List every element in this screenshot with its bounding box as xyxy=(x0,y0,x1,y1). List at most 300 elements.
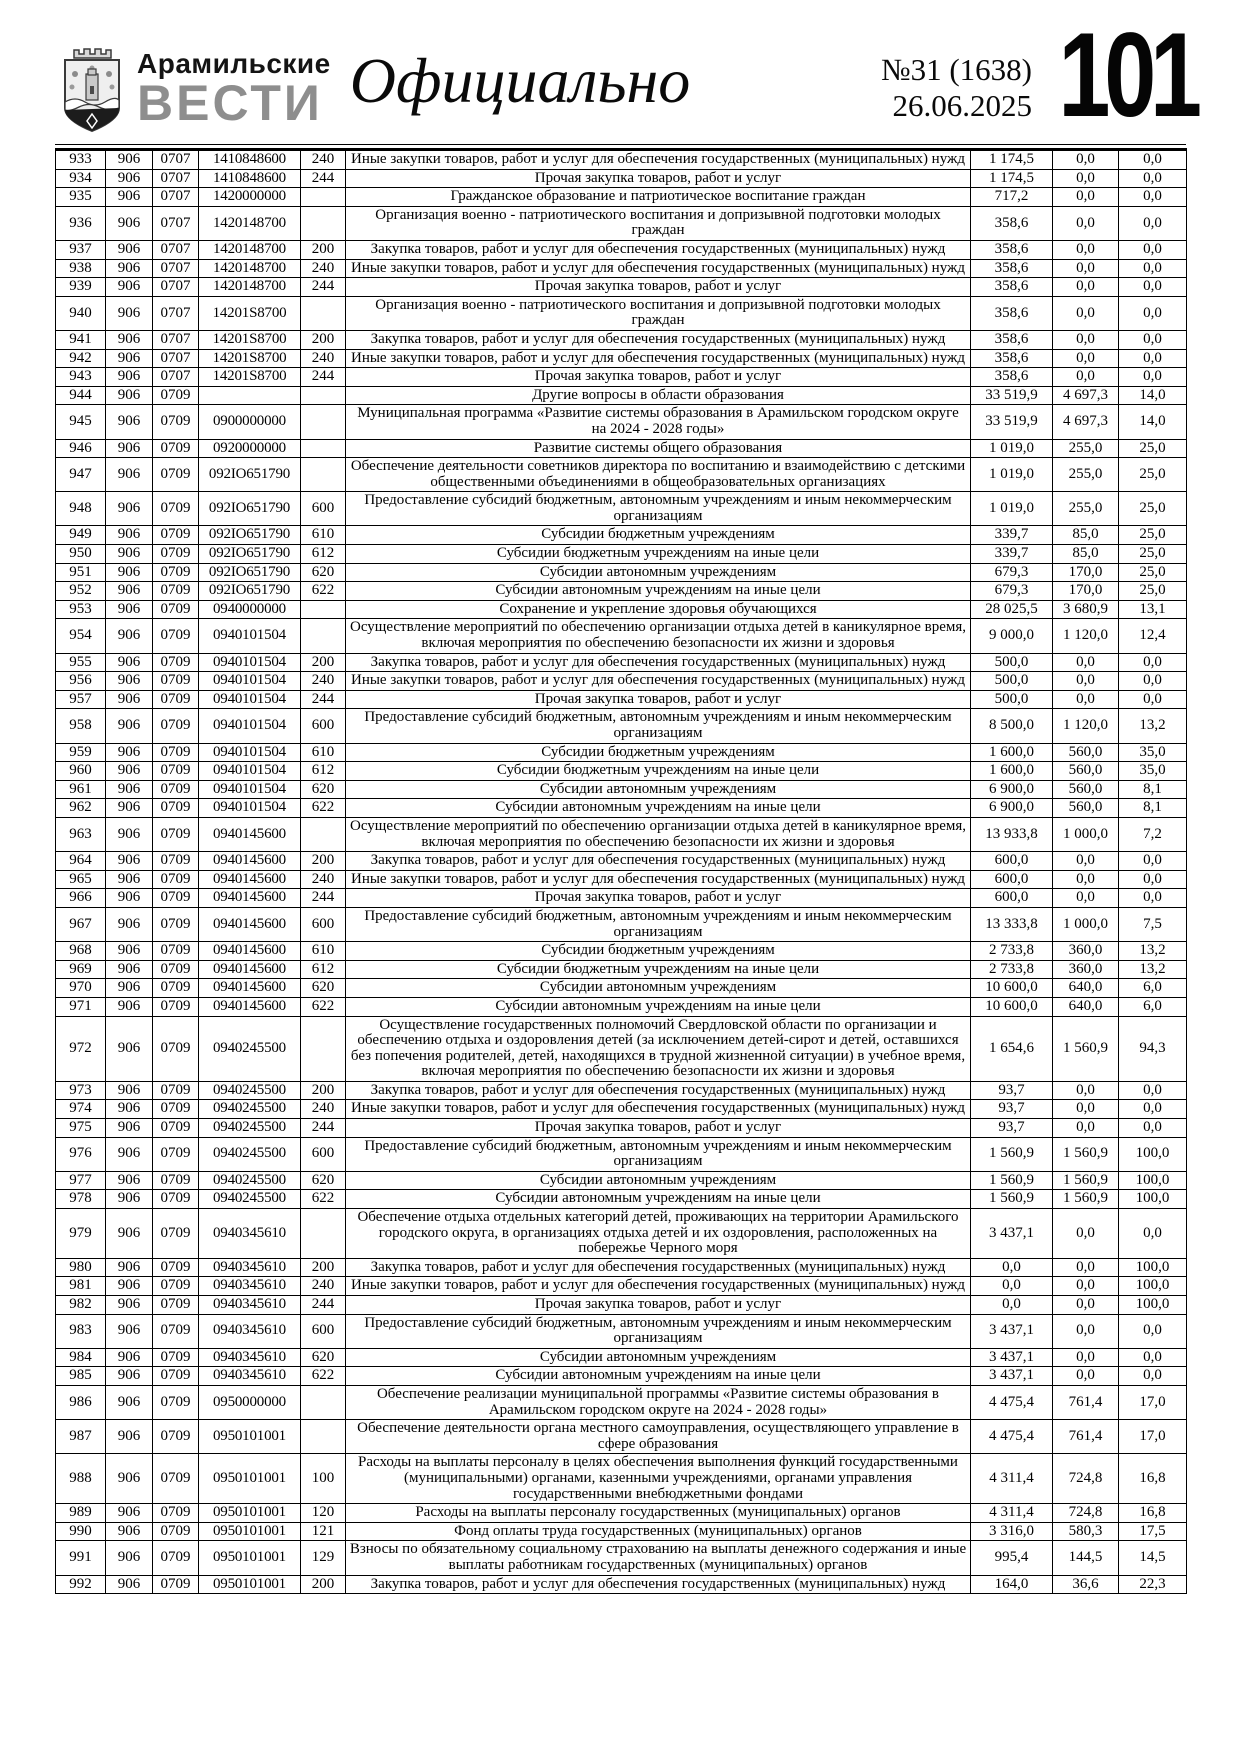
description-cell: Субсидии автономным учреждениям на иные цели xyxy=(346,799,971,818)
administrator-cell: 906 xyxy=(106,526,153,545)
administrator-cell: 906 xyxy=(106,762,153,781)
section-code-cell: 0709 xyxy=(153,1100,199,1119)
table-row xyxy=(56,240,1187,259)
percent-cell: 0,0 xyxy=(1119,1119,1187,1138)
plan-amount-cell: 1 019,0 xyxy=(971,458,1053,492)
plan-amount-cell: 93,7 xyxy=(971,1081,1053,1100)
row-number-cell: 974 xyxy=(56,1100,106,1119)
target-article-cell: 1420148700 xyxy=(199,259,301,278)
table-row xyxy=(56,889,1187,908)
executed-amount-cell: 0,0 xyxy=(1053,330,1119,349)
description-cell: Обеспечение отдыха отдельных категорий детей, проживающих на территории Арамильского городского округа, в организациях отдыха детей и их оздоровления, расположенных на побережье Черного моря xyxy=(346,1209,971,1259)
executed-amount-cell: 560,0 xyxy=(1053,762,1119,781)
target-article-cell: 0940145600 xyxy=(199,997,301,1016)
description-cell: Организация военно - патриотического воспитания и допризывной подготовки молодых граждан xyxy=(346,206,971,240)
description-cell: Субсидии бюджетным учреждениям на иные цели xyxy=(346,960,971,979)
percent-cell: 17,5 xyxy=(1119,1522,1187,1541)
table-row xyxy=(56,296,1187,330)
executed-amount-cell: 255,0 xyxy=(1053,492,1119,526)
expense-type-cell: 612 xyxy=(301,545,346,564)
percent-cell: 16,8 xyxy=(1119,1504,1187,1523)
percent-cell: 0,0 xyxy=(1119,296,1187,330)
section-code-cell: 0709 xyxy=(153,563,199,582)
administrator-cell: 906 xyxy=(106,690,153,709)
percent-cell: 94,3 xyxy=(1119,1016,1187,1081)
row-number-cell: 988 xyxy=(56,1454,106,1504)
target-article-cell: 092IO651790 xyxy=(199,582,301,601)
description-cell: Расходы на выплаты персоналу в целях обеспечения выполнения функций государственными (муниципальными) органами, казенными учреждениями, органами управления государственными внебюджетными фондами xyxy=(346,1454,971,1504)
expense-type-cell: 620 xyxy=(301,979,346,998)
newspaper-name xyxy=(137,46,331,131)
table-row xyxy=(56,817,1187,851)
row-number-cell: 952 xyxy=(56,582,106,601)
administrator-cell: 906 xyxy=(106,368,153,387)
percent-cell: 0,0 xyxy=(1119,368,1187,387)
administrator-cell: 906 xyxy=(106,1541,153,1575)
expense-type-cell: 622 xyxy=(301,582,346,601)
expense-type-cell: 244 xyxy=(301,690,346,709)
description-cell: Субсидии бюджетным учреждениям xyxy=(346,942,971,961)
row-number-cell: 959 xyxy=(56,743,106,762)
percent-cell: 100,0 xyxy=(1119,1137,1187,1171)
plan-amount-cell: 6 900,0 xyxy=(971,799,1053,818)
section-code-cell: 0709 xyxy=(153,1454,199,1504)
table-row xyxy=(56,1367,1187,1386)
description-cell: Предоставление субсидий бюджетным, автономным учреждениям и иным некоммерческим организациям xyxy=(346,1137,971,1171)
percent-cell: 17,0 xyxy=(1119,1420,1187,1454)
target-article-cell: 0940145600 xyxy=(199,979,301,998)
plan-amount-cell: 13 933,8 xyxy=(971,817,1053,851)
expense-type-cell: 200 xyxy=(301,240,346,259)
percent-cell: 0,0 xyxy=(1119,349,1187,368)
expense-type-cell xyxy=(301,458,346,492)
description-cell: Иные закупки товаров, работ и услуг для обеспечения государственных (муниципальных) нужд xyxy=(346,349,971,368)
table-row xyxy=(56,1420,1187,1454)
administrator-cell: 906 xyxy=(106,1385,153,1419)
plan-amount-cell: 0,0 xyxy=(971,1277,1053,1296)
plan-amount-cell: 339,7 xyxy=(971,545,1053,564)
section-code-cell: 0709 xyxy=(153,870,199,889)
percent-cell: 25,0 xyxy=(1119,545,1187,564)
expense-type-cell: 612 xyxy=(301,762,346,781)
administrator-cell: 906 xyxy=(106,1209,153,1259)
description-cell: Обеспечение реализации муниципальной программы «Развитие системы образования в Арамильском городском округе на 2024 - 2028 годы» xyxy=(346,1385,971,1419)
table-row xyxy=(56,188,1187,207)
table-row xyxy=(56,1454,1187,1504)
target-article-cell: 0940245500 xyxy=(199,1190,301,1209)
description-cell: Предоставление субсидий бюджетным, автономным учреждениям и иным некоммерческим организациям xyxy=(346,1314,971,1348)
plan-amount-cell: 3 437,1 xyxy=(971,1348,1053,1367)
percent-cell: 14,0 xyxy=(1119,405,1187,439)
expense-type-cell: 200 xyxy=(301,852,346,871)
expense-type-cell: 620 xyxy=(301,563,346,582)
section-code-cell: 0709 xyxy=(153,1575,199,1594)
administrator-cell: 906 xyxy=(106,1454,153,1504)
target-article-cell: 1420148700 xyxy=(199,278,301,297)
description-cell: Субсидии автономным учреждениям xyxy=(346,979,971,998)
executed-amount-cell: 724,8 xyxy=(1053,1454,1119,1504)
table-row xyxy=(56,349,1187,368)
table-row xyxy=(56,458,1187,492)
row-number-cell: 981 xyxy=(56,1277,106,1296)
expense-type-cell: 600 xyxy=(301,1137,346,1171)
plan-amount-cell: 358,6 xyxy=(971,368,1053,387)
executed-amount-cell: 640,0 xyxy=(1053,997,1119,1016)
row-number-cell: 946 xyxy=(56,439,106,458)
target-article-cell: 0940245500 xyxy=(199,1081,301,1100)
administrator-cell: 906 xyxy=(106,870,153,889)
target-article-cell: 0920000000 xyxy=(199,439,301,458)
newspaper-name-top: Арамильские xyxy=(137,48,331,79)
target-article-cell: 14201S8700 xyxy=(199,330,301,349)
description-cell: Фонд оплаты труда государственных (муниципальных) органов xyxy=(346,1522,971,1541)
row-number-cell: 941 xyxy=(56,330,106,349)
table-row xyxy=(56,907,1187,941)
row-number-cell: 960 xyxy=(56,762,106,781)
administrator-cell: 906 xyxy=(106,1348,153,1367)
executed-amount-cell: 1 120,0 xyxy=(1053,619,1119,653)
section-code-cell: 0709 xyxy=(153,386,199,405)
target-article-cell: 092IO651790 xyxy=(199,492,301,526)
description-cell: Закупка товаров, работ и услуг для обеспечения государственных (муниципальных) нужд xyxy=(346,330,971,349)
row-number-cell: 969 xyxy=(56,960,106,979)
executed-amount-cell: 0,0 xyxy=(1053,169,1119,188)
row-number-cell: 934 xyxy=(56,169,106,188)
row-number-cell: 943 xyxy=(56,368,106,387)
row-number-cell: 939 xyxy=(56,278,106,297)
row-number-cell: 972 xyxy=(56,1016,106,1081)
plan-amount-cell: 1 600,0 xyxy=(971,743,1053,762)
section-code-cell: 0707 xyxy=(153,259,199,278)
section-code-cell: 0707 xyxy=(153,368,199,387)
table-row xyxy=(56,1575,1187,1594)
target-article-cell: 1410848600 xyxy=(199,150,301,170)
executed-amount-cell: 4 697,3 xyxy=(1053,405,1119,439)
plan-amount-cell: 1 019,0 xyxy=(971,492,1053,526)
percent-cell: 0,0 xyxy=(1119,330,1187,349)
row-number-cell: 976 xyxy=(56,1137,106,1171)
section-code-cell: 0709 xyxy=(153,1314,199,1348)
plan-amount-cell: 679,3 xyxy=(971,582,1053,601)
executed-amount-cell: 724,8 xyxy=(1053,1504,1119,1523)
table-row xyxy=(56,259,1187,278)
section-code-cell: 0709 xyxy=(153,1541,199,1575)
administrator-cell: 906 xyxy=(106,150,153,170)
table-row xyxy=(56,439,1187,458)
description-cell: Прочая закупка товаров, работ и услуг xyxy=(346,368,971,387)
row-number-cell: 968 xyxy=(56,942,106,961)
row-number-cell: 950 xyxy=(56,545,106,564)
target-article-cell: 14201S8700 xyxy=(199,296,301,330)
target-article-cell: 0940345610 xyxy=(199,1314,301,1348)
coat-of-arms-icon xyxy=(57,46,127,134)
executed-amount-cell: 0,0 xyxy=(1053,852,1119,871)
plan-amount-cell: 995,4 xyxy=(971,1541,1053,1575)
administrator-cell: 906 xyxy=(106,545,153,564)
target-article-cell: 092IO651790 xyxy=(199,526,301,545)
executed-amount-cell: 255,0 xyxy=(1053,439,1119,458)
administrator-cell: 906 xyxy=(106,997,153,1016)
administrator-cell: 906 xyxy=(106,405,153,439)
percent-cell: 35,0 xyxy=(1119,743,1187,762)
description-cell: Прочая закупка товаров, работ и услуг xyxy=(346,889,971,908)
expense-type-cell xyxy=(301,1420,346,1454)
description-cell: Предоставление субсидий бюджетным, автономным учреждениям и иным некоммерческим организациям xyxy=(346,492,971,526)
row-number-cell: 938 xyxy=(56,259,106,278)
target-article-cell: 0950101001 xyxy=(199,1575,301,1594)
row-number-cell: 954 xyxy=(56,619,106,653)
expense-type-cell: 610 xyxy=(301,743,346,762)
executed-amount-cell: 1 560,9 xyxy=(1053,1137,1119,1171)
executed-amount-cell: 0,0 xyxy=(1053,368,1119,387)
row-number-cell: 987 xyxy=(56,1420,106,1454)
plan-amount-cell: 2 733,8 xyxy=(971,960,1053,979)
administrator-cell: 906 xyxy=(106,386,153,405)
executed-amount-cell: 255,0 xyxy=(1053,458,1119,492)
administrator-cell: 906 xyxy=(106,1190,153,1209)
target-article-cell: 1420148700 xyxy=(199,206,301,240)
administrator-cell: 906 xyxy=(106,206,153,240)
row-number-cell: 953 xyxy=(56,600,106,619)
administrator-cell: 906 xyxy=(106,1016,153,1081)
plan-amount-cell: 4 475,4 xyxy=(971,1420,1053,1454)
table-row xyxy=(56,526,1187,545)
expense-type-cell: 600 xyxy=(301,907,346,941)
percent-cell: 25,0 xyxy=(1119,563,1187,582)
row-number-cell: 937 xyxy=(56,240,106,259)
plan-amount-cell: 3 437,1 xyxy=(971,1209,1053,1259)
executed-amount-cell: 170,0 xyxy=(1053,563,1119,582)
description-cell: Закупка товаров, работ и услуг для обеспечения государственных (муниципальных) нужд xyxy=(346,852,971,871)
plan-amount-cell: 4 311,4 xyxy=(971,1504,1053,1523)
page-number: 101 xyxy=(1058,8,1196,142)
row-number-cell: 992 xyxy=(56,1575,106,1594)
plan-amount-cell: 10 600,0 xyxy=(971,997,1053,1016)
administrator-cell: 906 xyxy=(106,1277,153,1296)
section-code-cell: 0709 xyxy=(153,1277,199,1296)
executed-amount-cell: 0,0 xyxy=(1053,1367,1119,1386)
section-code-cell: 0709 xyxy=(153,1348,199,1367)
expense-type-cell xyxy=(301,206,346,240)
expense-type-cell: 129 xyxy=(301,1541,346,1575)
target-article-cell: 0940000000 xyxy=(199,600,301,619)
expense-type-cell xyxy=(301,1385,346,1419)
administrator-cell: 906 xyxy=(106,1420,153,1454)
table-row xyxy=(56,799,1187,818)
description-cell: Расходы на выплаты персоналу государственных (муниципальных) органов xyxy=(346,1504,971,1523)
target-article-cell: 0940101504 xyxy=(199,799,301,818)
executed-amount-cell: 85,0 xyxy=(1053,526,1119,545)
executed-amount-cell: 580,3 xyxy=(1053,1522,1119,1541)
description-cell: Субсидии автономным учреждениям xyxy=(346,1348,971,1367)
budget-table-section xyxy=(55,144,1186,1594)
target-article-cell: 0940345610 xyxy=(199,1296,301,1315)
expense-type-cell: 200 xyxy=(301,653,346,672)
percent-cell: 17,0 xyxy=(1119,1385,1187,1419)
plan-amount-cell: 358,6 xyxy=(971,278,1053,297)
expense-type-cell xyxy=(301,296,346,330)
description-cell: Закупка товаров, работ и услуг для обеспечения государственных (муниципальных) нужд xyxy=(346,1258,971,1277)
section-code-cell: 0709 xyxy=(153,405,199,439)
section-code-cell: 0709 xyxy=(153,1171,199,1190)
executed-amount-cell: 85,0 xyxy=(1053,545,1119,564)
table-row xyxy=(56,743,1187,762)
percent-cell: 25,0 xyxy=(1119,526,1187,545)
newspaper-logo xyxy=(57,46,331,134)
expense-type-cell xyxy=(301,619,346,653)
description-cell: Взносы по обязательному социальному страхованию на выплаты денежного содержания и иные выплаты работникам государственных (муниципальных) органов xyxy=(346,1541,971,1575)
description-cell: Субсидии бюджетным учреждениям xyxy=(346,743,971,762)
target-article-cell: 0940145600 xyxy=(199,889,301,908)
target-article-cell: 0950101001 xyxy=(199,1504,301,1523)
expense-type-cell: 600 xyxy=(301,709,346,743)
section-code-cell: 0709 xyxy=(153,526,199,545)
target-article-cell: 0940145600 xyxy=(199,870,301,889)
section-code-cell: 0709 xyxy=(153,1081,199,1100)
target-article-cell: 0940101504 xyxy=(199,690,301,709)
target-article-cell: 0940145600 xyxy=(199,817,301,851)
description-cell: Гражданское образование и патриотическое воспитание граждан xyxy=(346,188,971,207)
row-number-cell: 965 xyxy=(56,870,106,889)
executed-amount-cell: 0,0 xyxy=(1053,259,1119,278)
description-cell: Закупка товаров, работ и услуг для обеспечения государственных (муниципальных) нужд xyxy=(346,653,971,672)
administrator-cell: 906 xyxy=(106,240,153,259)
executed-amount-cell: 0,0 xyxy=(1053,1081,1119,1100)
percent-cell: 35,0 xyxy=(1119,762,1187,781)
row-number-cell: 962 xyxy=(56,799,106,818)
percent-cell: 0,0 xyxy=(1119,1081,1187,1100)
administrator-cell: 906 xyxy=(106,1314,153,1348)
plan-amount-cell: 4 311,4 xyxy=(971,1454,1053,1504)
description-cell: Субсидии автономным учреждениям на иные цели xyxy=(346,582,971,601)
expense-type-cell: 200 xyxy=(301,1081,346,1100)
percent-cell: 0,0 xyxy=(1119,852,1187,871)
executed-amount-cell: 0,0 xyxy=(1053,1277,1119,1296)
executed-amount-cell: 0,0 xyxy=(1053,296,1119,330)
percent-cell: 0,0 xyxy=(1119,870,1187,889)
percent-cell: 0,0 xyxy=(1119,1348,1187,1367)
issue-date: 26.06.2025 xyxy=(892,87,1032,123)
percent-cell: 16,8 xyxy=(1119,1454,1187,1504)
section-code-cell: 0707 xyxy=(153,349,199,368)
target-article-cell: 0940101504 xyxy=(199,619,301,653)
target-article-cell: 0940101504 xyxy=(199,743,301,762)
executed-amount-cell: 360,0 xyxy=(1053,960,1119,979)
target-article-cell: 092IO651790 xyxy=(199,458,301,492)
plan-amount-cell: 1 560,9 xyxy=(971,1171,1053,1190)
percent-cell: 25,0 xyxy=(1119,458,1187,492)
administrator-cell: 906 xyxy=(106,1137,153,1171)
percent-cell: 7,5 xyxy=(1119,907,1187,941)
percent-cell: 6,0 xyxy=(1119,979,1187,998)
plan-amount-cell: 1 600,0 xyxy=(971,762,1053,781)
percent-cell: 0,0 xyxy=(1119,150,1187,170)
row-number-cell: 985 xyxy=(56,1367,106,1386)
administrator-cell: 906 xyxy=(106,1504,153,1523)
target-article-cell: 0940245500 xyxy=(199,1137,301,1171)
section-code-cell: 0709 xyxy=(153,907,199,941)
plan-amount-cell: 600,0 xyxy=(971,852,1053,871)
section-code-cell: 0709 xyxy=(153,889,199,908)
section-code-cell: 0709 xyxy=(153,600,199,619)
target-article-cell: 0940345610 xyxy=(199,1348,301,1367)
section-code-cell: 0709 xyxy=(153,1190,199,1209)
administrator-cell: 906 xyxy=(106,743,153,762)
target-article-cell: 0940101504 xyxy=(199,780,301,799)
administrator-cell: 906 xyxy=(106,1575,153,1594)
executed-amount-cell: 3 680,9 xyxy=(1053,600,1119,619)
percent-cell: 0,0 xyxy=(1119,672,1187,691)
table-row xyxy=(56,169,1187,188)
table-row xyxy=(56,979,1187,998)
plan-amount-cell: 500,0 xyxy=(971,653,1053,672)
administrator-cell: 906 xyxy=(106,169,153,188)
executed-amount-cell: 144,5 xyxy=(1053,1541,1119,1575)
administrator-cell: 906 xyxy=(106,1100,153,1119)
issue-number: №31 (1638) xyxy=(881,52,1032,87)
percent-cell: 25,0 xyxy=(1119,439,1187,458)
executed-amount-cell: 0,0 xyxy=(1053,150,1119,170)
row-number-cell: 948 xyxy=(56,492,106,526)
administrator-cell: 906 xyxy=(106,582,153,601)
plan-amount-cell: 28 025,5 xyxy=(971,600,1053,619)
issue-block xyxy=(790,52,1032,123)
administrator-cell: 906 xyxy=(106,1171,153,1190)
administrator-cell: 906 xyxy=(106,907,153,941)
section-code-cell: 0707 xyxy=(153,206,199,240)
description-cell: Субсидии автономным учреждениям xyxy=(346,1171,971,1190)
section-code-cell: 0709 xyxy=(153,1209,199,1259)
plan-amount-cell: 339,7 xyxy=(971,526,1053,545)
executed-amount-cell: 560,0 xyxy=(1053,743,1119,762)
administrator-cell: 906 xyxy=(106,653,153,672)
percent-cell: 0,0 xyxy=(1119,1314,1187,1348)
section-code-cell: 0709 xyxy=(153,1420,199,1454)
section-code-cell: 0709 xyxy=(153,1296,199,1315)
plan-amount-cell: 3 316,0 xyxy=(971,1522,1053,1541)
plan-amount-cell: 1 174,5 xyxy=(971,169,1053,188)
target-article-cell: 0940101504 xyxy=(199,709,301,743)
target-article-cell: 0950101001 xyxy=(199,1541,301,1575)
percent-cell: 13,2 xyxy=(1119,942,1187,961)
section-code-cell: 0709 xyxy=(153,1367,199,1386)
target-article-cell: 1420000000 xyxy=(199,188,301,207)
target-article-cell: 0950101001 xyxy=(199,1420,301,1454)
table-row xyxy=(56,1296,1187,1315)
target-article-cell: 14201S8700 xyxy=(199,349,301,368)
section-code-cell: 0707 xyxy=(153,150,199,170)
budget-expenditure-table xyxy=(55,148,1187,1594)
target-article-cell: 1420148700 xyxy=(199,240,301,259)
newspaper-name-bottom: ВЕСТИ xyxy=(137,75,323,131)
description-cell: Осуществление мероприятий по обеспечению организации отдыха детей в каникулярное время, включая мероприятия по обеспечению безопасности их жизни и здоровья xyxy=(346,817,971,851)
executed-amount-cell: 761,4 xyxy=(1053,1385,1119,1419)
description-cell: Иные закупки товаров, работ и услуг для обеспечения государственных (муниципальных) нужд xyxy=(346,672,971,691)
expense-type-cell: 622 xyxy=(301,799,346,818)
target-article-cell: 0940145600 xyxy=(199,852,301,871)
plan-amount-cell: 3 437,1 xyxy=(971,1314,1053,1348)
expense-type-cell: 244 xyxy=(301,889,346,908)
administrator-cell: 906 xyxy=(106,960,153,979)
target-article-cell: 0940101504 xyxy=(199,762,301,781)
administrator-cell: 906 xyxy=(106,439,153,458)
plan-amount-cell: 93,7 xyxy=(971,1100,1053,1119)
plan-amount-cell: 33 519,9 xyxy=(971,386,1053,405)
administrator-cell: 906 xyxy=(106,1258,153,1277)
row-number-cell: 945 xyxy=(56,405,106,439)
administrator-cell: 906 xyxy=(106,600,153,619)
table-row xyxy=(56,852,1187,871)
